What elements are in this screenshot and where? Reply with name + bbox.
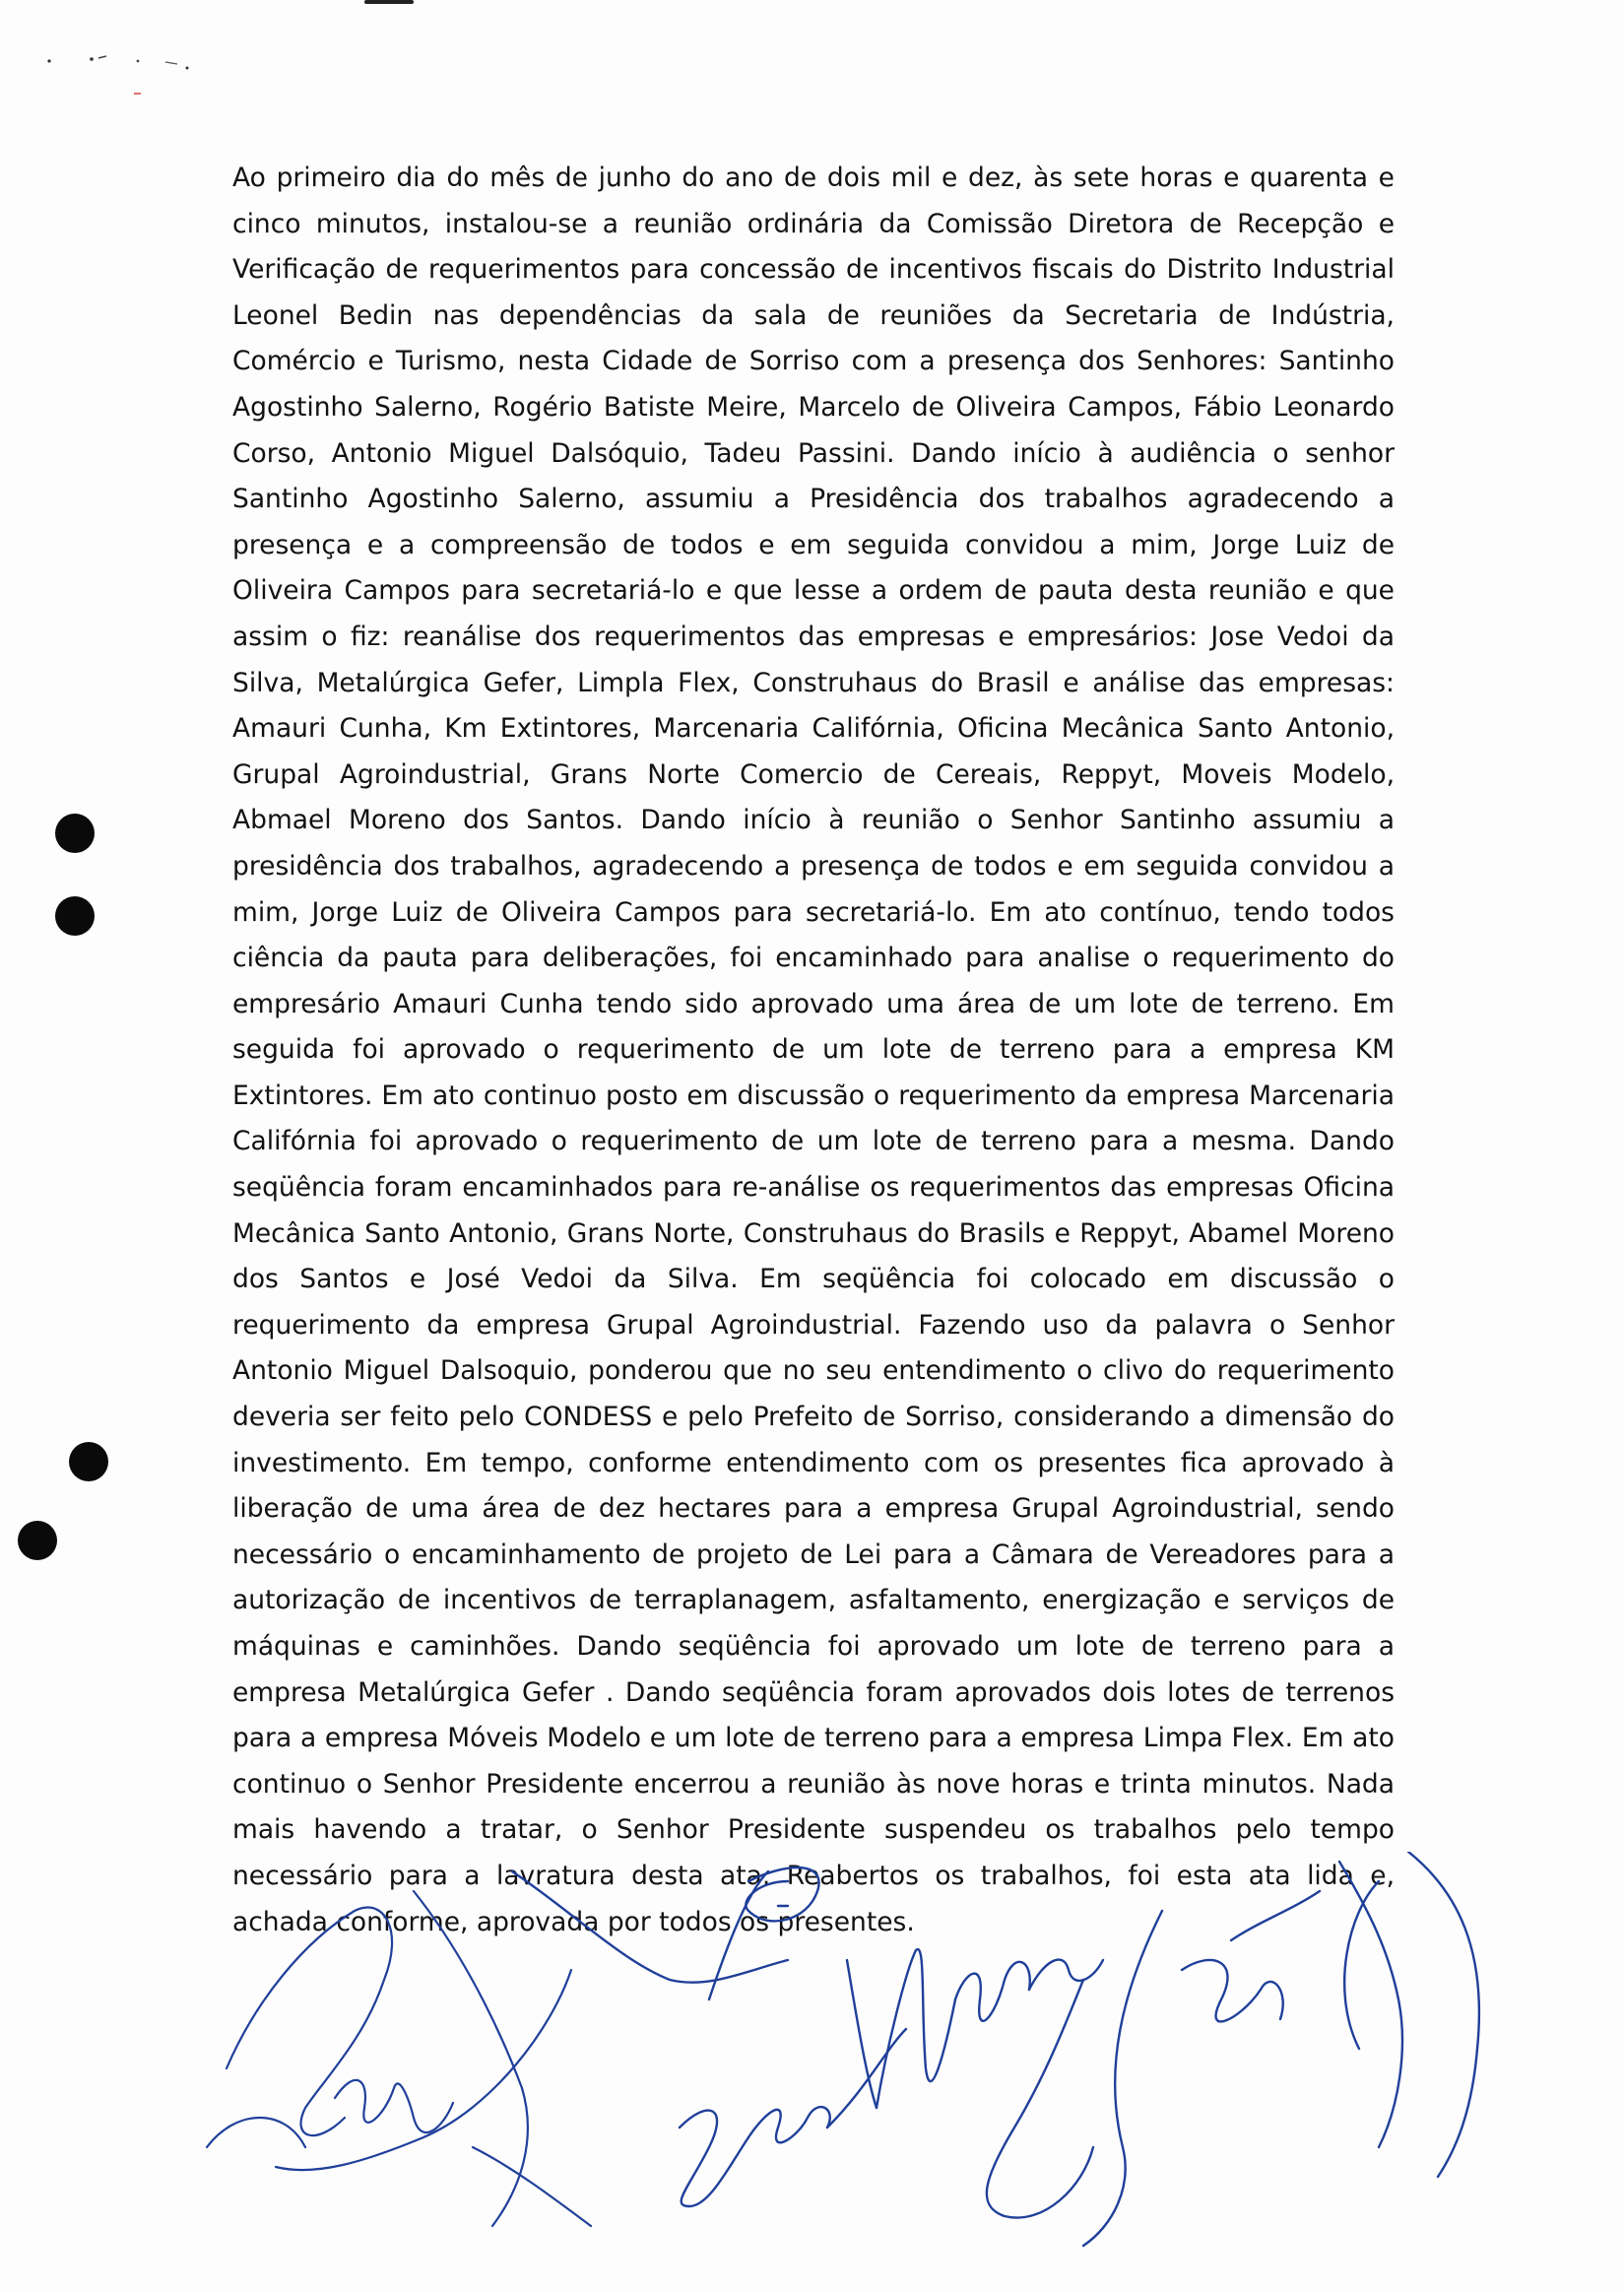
binder-hole xyxy=(55,814,95,853)
binder-hole xyxy=(18,1521,57,1560)
scan-edge-mark xyxy=(364,0,414,4)
handwritten-signatures xyxy=(197,1852,1527,2285)
binder-hole xyxy=(55,896,95,936)
scan-specks xyxy=(39,54,207,103)
minutes-body-text: Ao primeiro dia do mês de junho do ano de dois mil e dez, às sete horas e quarenta e cinco minutos, instalou-se a reunião ordinária da Comissão Diretora de Recepção e Verificação de requerimentos para concessão de incentivos fiscais do Distrito Industrial Leonel Bedin nas dependências da sala de reuniões da Secretaria de Indústria, Comércio e Turismo, nesta Cidade de Sorriso com a presença dos Senhores: Santinho Agostinho Salerno, Rogério Batiste Meire, Marcelo de Oliveira Campos, Fábio Leonardo Corso, Antonio Miguel Dalsóquio, Tadeu Passini. Dando início à audiência o senhor Santinho Agostinho Salerno, assumiu a Presidência dos trabalhos agradecendo a presença e a compreensão de todos e em seguida convidou a mim, Jorge Luiz de Oliveira Campos para secretariá-lo e que lesse a ordem de pauta desta reunião e que assim o fiz: reanálise dos requerimentos das empresas e empresários: Jose Vedoi da Silva, Metalúrgica Gefer, Limpla Flex, Construhaus do Brasil e análise das empresas: Amauri Cunha, Km Extintores, Marcenaria Califórnia, Oficina Mecânica Santo Antonio, Grupal Agroindustrial, Grans Norte Comercio de Cereais, Reppyt, Moveis Modelo, Abmael Moreno dos Santos. Dando início à reunião o Senhor Santinho assumiu a presidência dos trabalhos, agradecendo a presença de todos e em seguida convidou a mim, Jorge Luiz de Oliveira Campos para secretariá-lo. Em ato contínuo, tendo todos ciência da pauta para deliberações, foi encaminhado para analise o requerimento do empresário Amauri Cunha tendo sido aprovado uma área de um lote de terreno. Em seguida foi aprovado o requerimento de um lote de terreno para a empresa KM Extintores. Em ato continuo posto em discussão o requerimento da empresa Marcenaria Califórnia foi aprovado o requerimento de um lote de terreno para a mesma. Dando seqüência foram encaminhados para re-análise os requerimentos das empresas Oficina Mecânica Santo Antonio, Grans Norte, Construhaus do Brasils e Reppyt, Abamel Moreno dos Santos e José Vedoi da Silva. Em seqüência foi colocado em discussão o requerimento da empresa Grupal Agroindustrial. Fazendo uso da palavra o Senhor Antonio Miguel Dalsoquio, ponderou que no seu entendimento o clivo do requerimento deveria ser feito pelo CONDESS e pelo Prefeito de Sorriso, considerando a dimensão do investimento. Em tempo, conforme entendimento com os presentes fica aprovado à liberação de uma área de dez hectares para a empresa Grupal Agroindustrial, sendo necessário o encaminhamento de projeto de Lei para a Câmara de Vereadores para a autorização de incentivos de terraplanagem, asfaltamento, energização e serviços de máquinas e caminhões. Dando seqüência foi aprovado um lote de terreno para a empresa Metalúrgica Gefer . Dando seqüência foram aprovados dois lotes de terrenos para a empresa Móveis Modelo e um lote de terreno para a empresa Limpa Flex. Em ato continuo o Senhor Presidente encerrou a reunião às nove horas e trinta minutos. Nada mais havendo a tratar, o Senhor Presidente suspendeu os trabalhos pelo tempo necessário para a lavratura desta ata. Reabertos os trabalhos, foi esta ata lida e, achada conforme, aprovada por todos os presentes. xyxy=(232,163,1395,1937)
signature-1 xyxy=(207,1891,591,2226)
signature-2 xyxy=(512,1867,819,1999)
binder-hole xyxy=(69,1442,108,1481)
signature-3 xyxy=(680,1949,1103,2206)
signature-4 xyxy=(987,1852,1479,2246)
